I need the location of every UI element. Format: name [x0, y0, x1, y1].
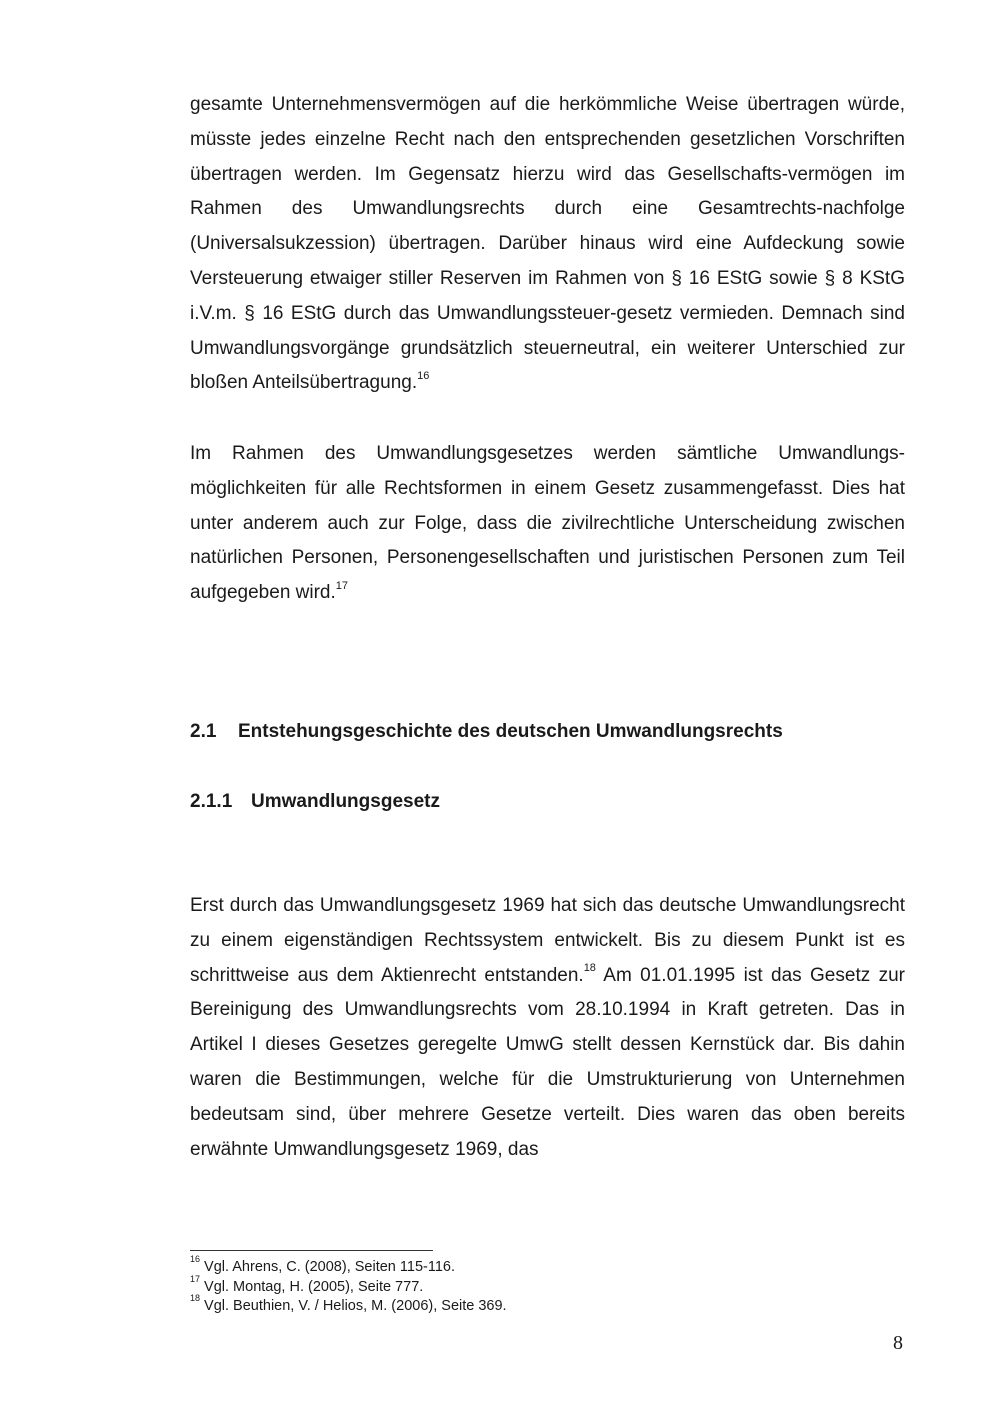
footnote-ref-16: 16	[417, 370, 430, 383]
section-number: 2.1	[190, 721, 217, 742]
footnote-text: Vgl. Beuthien, V. / Helios, M. (2006), Seite 369.	[204, 1298, 507, 1314]
footnote-ref-18: 18	[583, 962, 596, 975]
footnote-item	[190, 1293, 507, 1317]
subsection-title: Umwandlungsgesetz	[251, 791, 440, 812]
paragraph-3-text-a: Erst durch das Umwandlungsgesetz 1969 hat sich das deutsche Umwandlungsrecht zu einem eigenständigen Rechtssystem entwickelt. Bis zu diesem Punkt ist es schrittweise aus dem Aktienrecht entstanden.	[190, 895, 905, 986]
footnote-text: Vgl. Montag, H. (2005), Seite 777.	[204, 1278, 424, 1295]
footnote-item	[190, 1254, 507, 1278]
subsection-number: 2.1.1	[190, 791, 233, 812]
footnote-text: Vgl. Ahrens, C. (2008), Seiten 115-116.	[204, 1259, 455, 1275]
footnote-ref-17: 17	[335, 579, 349, 592]
footnote-separator	[190, 1250, 433, 1251]
subsection-heading	[190, 788, 440, 816]
paragraph-3-text-b: Am 01.01.1995 ist das Gesetz zur Bereinigung des Umwandlungsrechts vom 28.10.1994 in Kraft getreten. Das in Artikel I dieses Gesetzes geregelte UmwG stellt dessen Kernstück dar. Bis dahin waren die Bestimmungen, welche für die Umstrukturierung von Unternehmen bedeutsam sind, über mehrere Gesetze verteilt. Dies waren das oben bereits erwähnte Umwandlungsgesetz 1969, das	[190, 964, 906, 1160]
body-paragraph-2	[190, 437, 905, 611]
footnote-number: 17	[190, 1273, 201, 1284]
page-number: 8	[893, 1332, 903, 1354]
section-title: Entstehungsgeschichte des deutschen Umwandlungsrechts	[238, 721, 783, 742]
section-heading	[190, 718, 783, 746]
footnote-item	[190, 1273, 507, 1298]
footnote-number: 16	[190, 1254, 201, 1265]
paragraph-1-text: gesamte Unternehmensvermögen auf die herkömmliche Weise übertragen würde, müsste jedes einzelne Recht nach den entsprechenden gesetzlichen Vorschriften übertragen werden. Im Gegensatz hierzu wird das Gesellschafts-vermögen im Rahmen des Umwandlungsrechts durch eine Gesamtrechts-nachfolge (Universalsukzession) übertragen. Darüber hinaus wird eine Aufdeckung sowie Versteuerung etwaiger stiller Reserven im Rahmen von § 16 EStG sowie § 8 KStG i.V.m. § 16 EStG durch das Umwandlungssteuer-gesetz vermieden. Demnach sind Umwandlungsvorgänge grundsätzlich steuerneutral, ein weiterer Unterschied zur bloßen Anteilsübertragung.	[190, 94, 905, 394]
footnote-list	[190, 1254, 507, 1317]
body-paragraph-3	[190, 889, 905, 1167]
paragraph-2-text: Im Rahmen des Umwandlungsgesetzes werden sämtliche Umwandlungs-möglichkeiten für alle Rechtsformen in einem Gesetz zusammengefasst. Dies hat unter anderem auch zur Folge, dass die zivilrechtliche Unterscheidung zwischen natürlichen Personen, Personengesellschaften und juristischen Personen zum Teil aufgegeben wird.	[190, 443, 905, 604]
body-paragraph-1	[190, 88, 905, 401]
footnote-number: 18	[190, 1293, 201, 1304]
